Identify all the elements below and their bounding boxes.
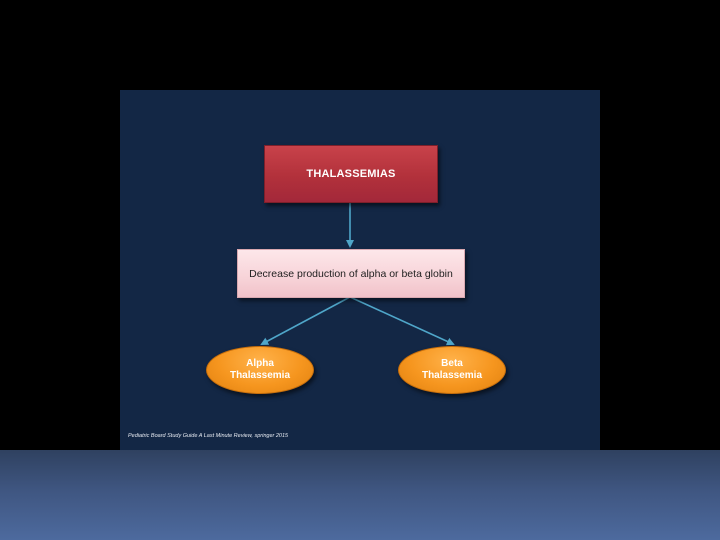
arrow-middle-to-alpha [262,297,350,344]
beta-line1: Beta [441,358,463,369]
slide [120,90,600,450]
bottom-gradient-band [0,450,720,540]
alpha-line1: Alpha [246,358,274,369]
arrow-middle-to-beta [350,297,453,344]
thalassemias-label: THALASSEMIAS [306,168,396,180]
globin-production-box [237,249,465,298]
source-citation: Pediatric Board Study Guide A Last Minute Review, springer 2015 [128,433,289,439]
beta-line2: Thalassemia [421,370,483,381]
alpha-line2: Thalassemia [229,370,291,381]
globin-production-label: Decrease production of alpha or beta globin [249,267,453,280]
beta-thalassemia-oval [398,346,506,394]
thalassemias-box [264,145,438,203]
alpha-thalassemia-oval [206,346,314,394]
